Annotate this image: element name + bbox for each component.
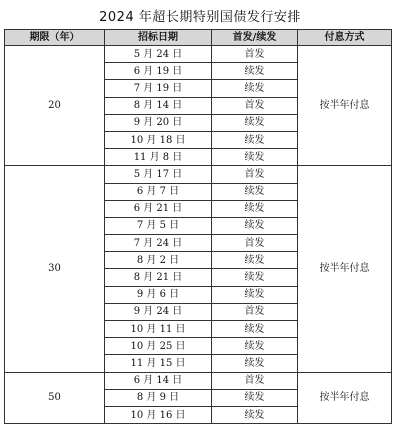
- tender-date-cell: 10 月 25 日: [105, 338, 212, 355]
- issue-type-cell: 续发: [212, 149, 298, 166]
- table-header-row: [5, 30, 392, 46]
- table-body: [5, 46, 392, 424]
- issue-type-cell: 续发: [212, 269, 298, 286]
- tender-date-cell: 8 月 9 日: [105, 389, 212, 406]
- tender-date-cell: 6 月 7 日: [105, 183, 212, 200]
- term-cell: 20: [5, 46, 105, 166]
- tender-date-cell: 9 月 6 日: [105, 286, 212, 303]
- tender-date-cell: 7 月 19 日: [105, 80, 212, 97]
- tender-date-cell: 10 月 11 日: [105, 321, 212, 338]
- issue-type-cell: 首发: [212, 97, 298, 114]
- issue-type-cell: 续发: [212, 63, 298, 80]
- issue-type-cell: 续发: [212, 131, 298, 148]
- tender-date-cell: 11 月 15 日: [105, 355, 212, 372]
- table-row: [5, 372, 392, 389]
- issue-type-cell: 续发: [212, 183, 298, 200]
- page-title: 2024 年超长期特别国债发行安排: [99, 10, 301, 25]
- tender-date-cell: 5 月 24 日: [105, 46, 212, 63]
- header-tender-date: 招标日期: [105, 30, 212, 46]
- tender-date-cell: 6 月 21 日: [105, 200, 212, 217]
- tender-date-cell: 8 月 2 日: [105, 252, 212, 269]
- table-row: [5, 46, 392, 63]
- issue-type-cell: 首发: [212, 46, 298, 63]
- issue-type-cell: 首发: [212, 235, 298, 252]
- issue-type-cell: 续发: [212, 217, 298, 234]
- term-cell: 30: [5, 166, 105, 372]
- tender-date-cell: 8 月 21 日: [105, 269, 212, 286]
- issue-type-cell: 续发: [212, 406, 298, 423]
- header-term: 期限（年）: [5, 30, 105, 46]
- issue-type-cell: 续发: [212, 286, 298, 303]
- tender-date-cell: 5 月 17 日: [105, 166, 212, 183]
- issue-type-cell: 首发: [212, 372, 298, 389]
- payment-method-cell: 按半年付息: [298, 372, 392, 424]
- tender-date-cell: 9 月 20 日: [105, 114, 212, 131]
- issue-type-cell: 续发: [212, 321, 298, 338]
- tender-date-cell: 6 月 14 日: [105, 372, 212, 389]
- term-cell: 50: [5, 372, 105, 424]
- header-issue-type: 首发/续发: [212, 30, 298, 46]
- payment-method-cell: 按半年付息: [298, 166, 392, 372]
- issue-type-cell: 续发: [212, 252, 298, 269]
- issue-type-cell: 续发: [212, 338, 298, 355]
- tender-date-cell: 7 月 5 日: [105, 217, 212, 234]
- issue-type-cell: 续发: [212, 355, 298, 372]
- table-row: [5, 166, 392, 183]
- header-payment-method: 付息方式: [298, 30, 392, 46]
- tender-date-cell: 6 月 19 日: [105, 63, 212, 80]
- issue-type-cell: 续发: [212, 389, 298, 406]
- tender-date-cell: 11 月 8 日: [105, 149, 212, 166]
- tender-date-cell: 7 月 24 日: [105, 235, 212, 252]
- bond-schedule-table: [4, 29, 392, 424]
- issue-type-cell: 首发: [212, 303, 298, 320]
- tender-date-cell: 10 月 16 日: [105, 406, 212, 423]
- issue-type-cell: 续发: [212, 80, 298, 97]
- tender-date-cell: 10 月 18 日: [105, 131, 212, 148]
- issue-type-cell: 续发: [212, 114, 298, 131]
- issue-type-cell: 续发: [212, 200, 298, 217]
- issue-type-cell: 首发: [212, 166, 298, 183]
- payment-method-cell: 按半年付息: [298, 46, 392, 166]
- tender-date-cell: 8 月 14 日: [105, 97, 212, 114]
- tender-date-cell: 9 月 24 日: [105, 303, 212, 320]
